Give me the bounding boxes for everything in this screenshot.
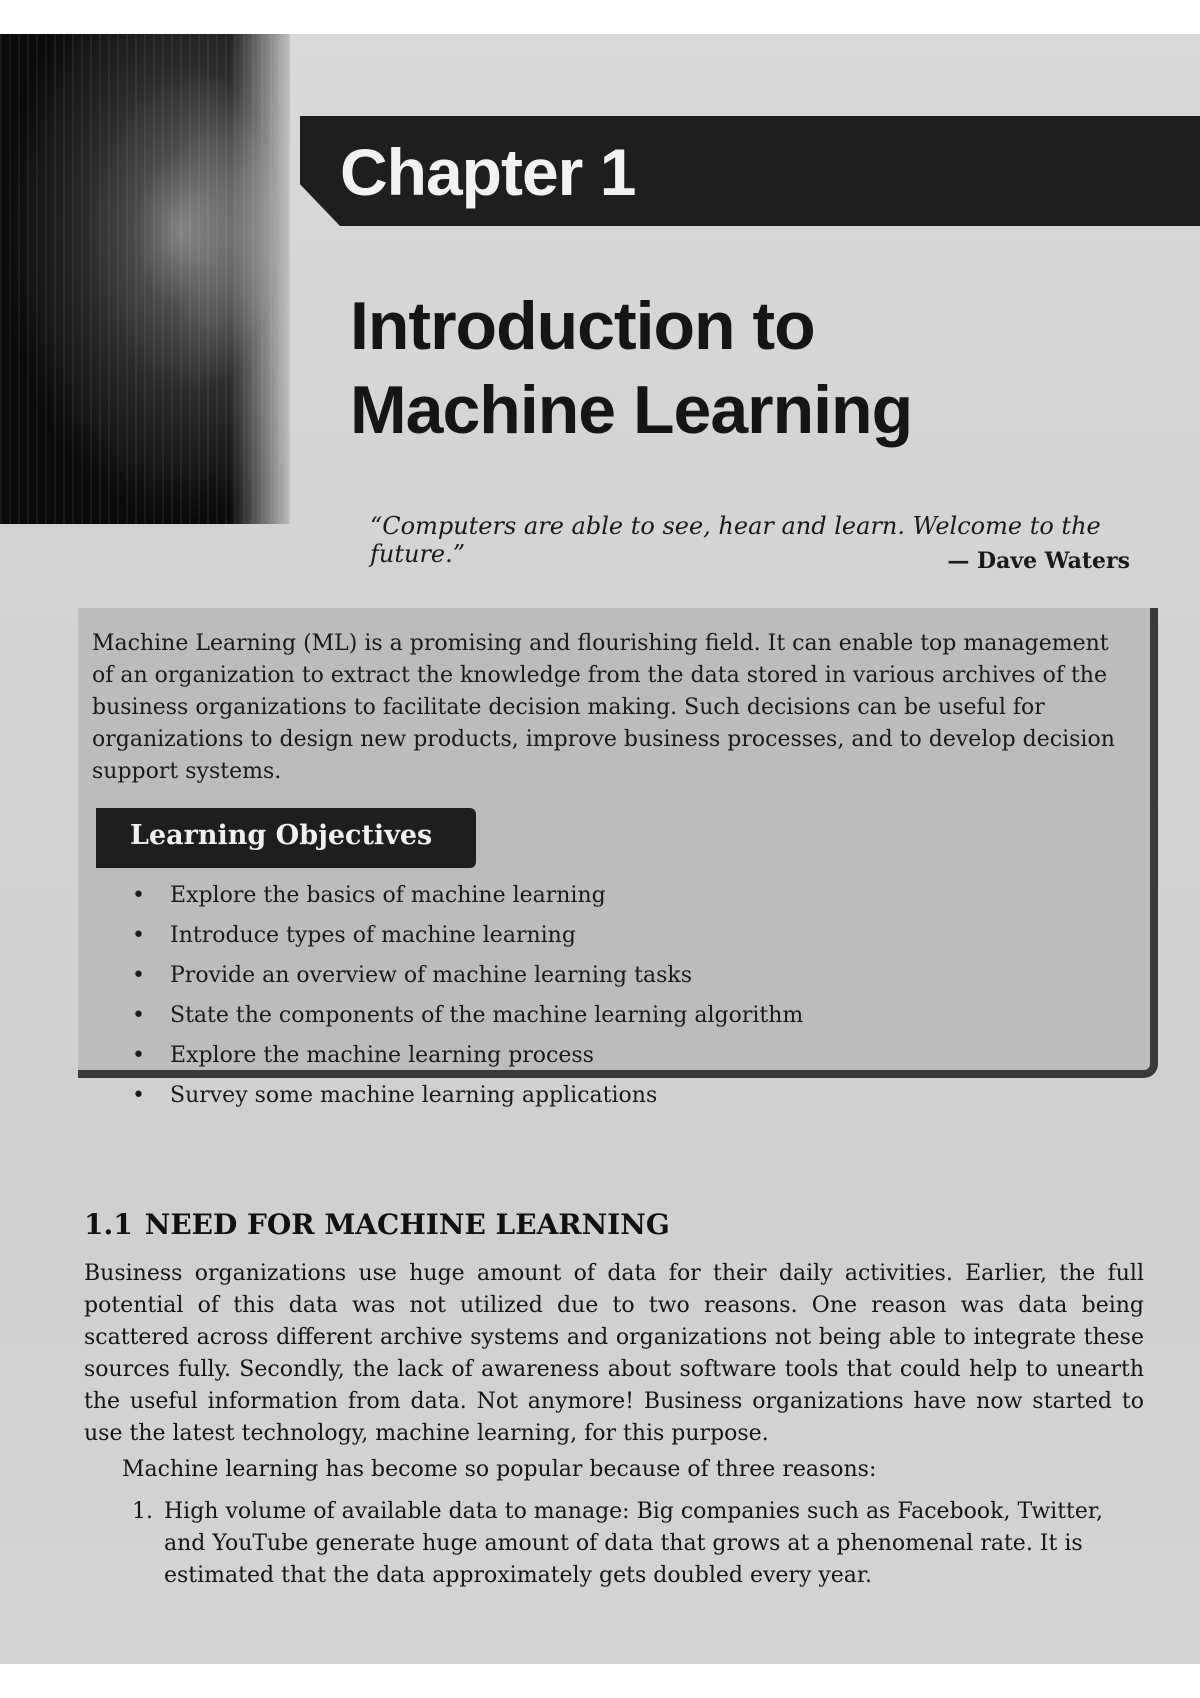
bullet-icon: •	[132, 1043, 145, 1068]
objective-text: Explore the machine learning process	[170, 1043, 594, 1068]
section-heading	[84, 1208, 670, 1241]
reason-number: 1.	[132, 1499, 153, 1524]
body-paragraph: Business organizations use huge amount of data for their daily activities. Earlier, the full potential of this data was not utilized due to two reasons. One reason was data being scattered across different archive systems and organizations not being able to integrate these sources fully. Secondly, the lack of awareness about software tools that could help to unearth the useful information from data. Not anymore! Business organizations have now started to use the latest technology, machine learning, for this purpose.	[84, 1261, 1144, 1446]
objective-item	[122, 1076, 803, 1116]
objective-item	[122, 916, 803, 956]
reason-text: High volume of available data to manage: Big companies such as Facebook, Twitter, and YouTube generate huge amount of data that grows at a phenomenal rate. It is estimated that the data approximately gets doubled every year.	[164, 1499, 1104, 1588]
bullet-icon: •	[132, 1003, 145, 1028]
chapter-title-line1: Introduction to	[350, 288, 815, 364]
chapter-title	[350, 284, 912, 452]
objectives-box	[78, 608, 1158, 1108]
objective-text: Survey some machine learning applications	[170, 1083, 658, 1108]
objectives-tab	[96, 808, 476, 868]
book-page	[0, 34, 1200, 1664]
objective-item	[122, 996, 803, 1036]
body-paragraph-reasons-intro: Machine learning has become so popular because of three reasons:	[122, 1457, 877, 1482]
header-image	[0, 34, 290, 524]
objective-text: State the components of the machine learning algorithm	[170, 1003, 804, 1028]
chapter-title-line2: Machine Learning	[350, 372, 913, 448]
objective-item	[122, 956, 803, 996]
objective-item	[122, 1036, 803, 1076]
chapter-label: Chapter 1	[340, 135, 636, 209]
bullet-icon: •	[132, 1083, 145, 1108]
bullet-icon: •	[132, 883, 145, 908]
intro-paragraph: Machine Learning (ML) is a promising and flourishing field. It can enable top management of an organization to extract the knowledge from the data stored in various archives of the business organizations to facilitate decision making. Such decisions can be useful for organizations to design new products, improve business processes, and to develop decision support systems.	[92, 631, 1115, 784]
image-fade	[230, 34, 290, 524]
bullet-icon: •	[132, 963, 145, 988]
objective-text: Introduce types of machine learning	[170, 923, 576, 948]
reason-item	[132, 1496, 1142, 1592]
objective-item	[122, 876, 803, 916]
objectives-heading: Learning Objectives	[130, 820, 433, 851]
section-title: NEED FOR MACHINE LEARNING	[144, 1208, 670, 1241]
objective-text: Provide an overview of machine learning tasks	[170, 963, 692, 988]
epigraph-quote: “Computers are able to see, hear and learn. Welcome to the future.”	[370, 512, 1101, 568]
epigraph-author: — Dave Waters	[947, 548, 1130, 574]
objective-text: Explore the basics of machine learning	[170, 883, 606, 908]
objectives-list	[122, 876, 803, 1116]
section-number: 1.1	[84, 1208, 133, 1241]
bullet-icon: •	[132, 923, 145, 948]
